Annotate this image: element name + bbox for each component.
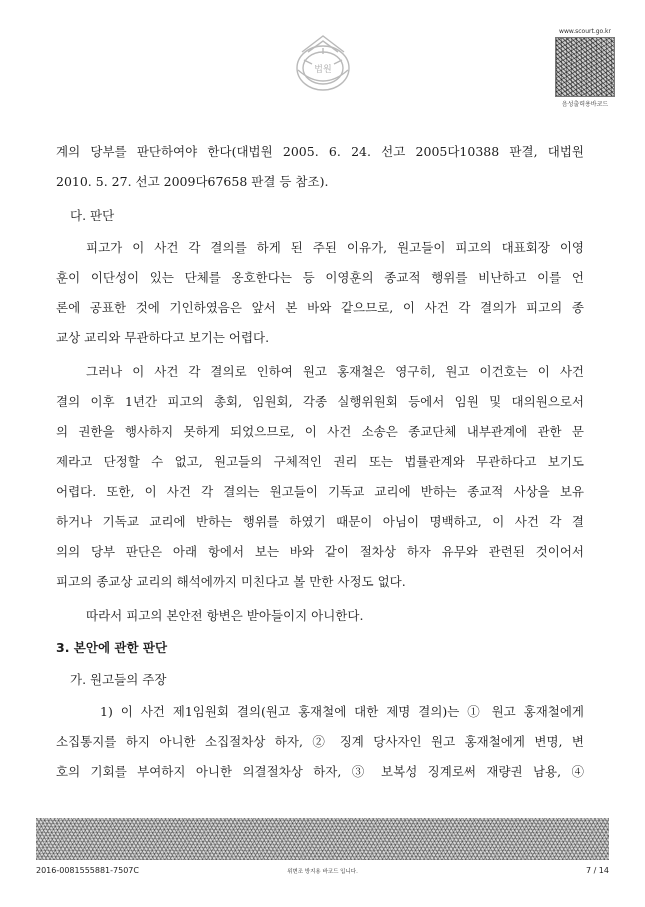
qr-code xyxy=(555,37,615,97)
text-line: 의의 당부 판단은 아래 항에서 보는 바와 같이 절차상 하자 유무와 관련된 것이어서 xyxy=(56,544,584,559)
text-line: 하거나 기독교 교리에 반하는 행위를 하였기 때문이 아님이 명백하고, 이 사건 각 결 xyxy=(56,514,584,529)
text-line: 결의 이후 1년간 피고의 총회, 임원회, 각종 실행위원회 등에서 임원 및 대의원으로서 xyxy=(56,394,584,409)
text-line: 의 권한을 행사하지 못하게 되었으므로, 이 사건 소송은 종교단체 내부관계에 관한 문 xyxy=(56,424,584,439)
footer-note: 위변조 방지용 바코드 입니다. xyxy=(287,869,358,875)
text-line: 그러나 이 사건 각 결의로 인하여 원고 홍재철은 영구히, 원고 이건호는 이 사건 xyxy=(86,364,584,379)
text-line: 피고의 종교상 교리의 해석에까지 미친다고 볼 만한 사정도 없다. xyxy=(56,574,406,589)
text-line: 2010. 5. 27. 선고 2009다67658 판결 등 참조). xyxy=(56,174,329,189)
court-seal-logo xyxy=(290,30,356,96)
qr-caption: 음성출력용바코드 xyxy=(561,101,609,108)
text-line: 훈이 이단성이 있는 단체를 옹호한다는 등 이영훈의 종교적 행위를 비난하고 이를 언 xyxy=(56,270,584,285)
text-line: 교상 교리와 무관하다고 보기는 어렵다. xyxy=(56,330,270,345)
text-line: 호의 기회를 부여하지 아니한 의결절차상 하자, ③ 보복성 징계로써 재량권 남용, ④ xyxy=(56,764,584,779)
text-line: 다. 판단 xyxy=(70,208,115,223)
text-line: 1) 이 사건 제1임원회 결의(원고 홍재철에 대한 제명 결의)는 ① 원고 홍재철에게 xyxy=(100,704,584,719)
seal-text: 법원 xyxy=(314,65,332,75)
document-id: 2016-0081555881-7507C xyxy=(36,866,139,875)
barcode-block xyxy=(555,28,615,108)
text-line: 제라고 단정할 수 없고, 원고들의 구체적인 권리 또는 법률관계와 무관하다고 보기도 xyxy=(56,454,584,469)
text-line: 가. 원고들의 주장 xyxy=(70,672,167,687)
text-line: 어렵다. 또한, 이 사건 각 결의는 원고들이 기독교 교리에 반하는 종교적 사상을 보유 xyxy=(56,484,584,499)
anti-forgery-barcode xyxy=(36,818,609,860)
text-line: 피고가 이 사건 각 결의를 하게 된 주된 이유가, 원고들이 피고의 대표회장 이영 xyxy=(86,240,584,255)
text-line: 소집통지를 하지 아니한 소집절차상 하자, ② 징계 당사자인 원고 홍재철에게 변명, 변 xyxy=(56,734,584,749)
court-url: www.scourt.go.kr xyxy=(559,28,611,35)
text-line: 계의 당부를 판단하여야 한다(대법원 2005. 6. 24. 선고 2005다10388 판결, 대법원 xyxy=(56,144,584,159)
text-line: 따라서 피고의 본안전 항변은 받아들이지 아니한다. xyxy=(86,608,364,623)
text-line: 론에 공표한 것에 기인하였음은 앞서 본 바와 같으므로, 이 사건 각 결의가 피고의 종 xyxy=(56,300,584,315)
section-heading: 3. 본안에 관한 판단 xyxy=(56,640,168,655)
page-number: 7 / 14 xyxy=(585,866,609,875)
